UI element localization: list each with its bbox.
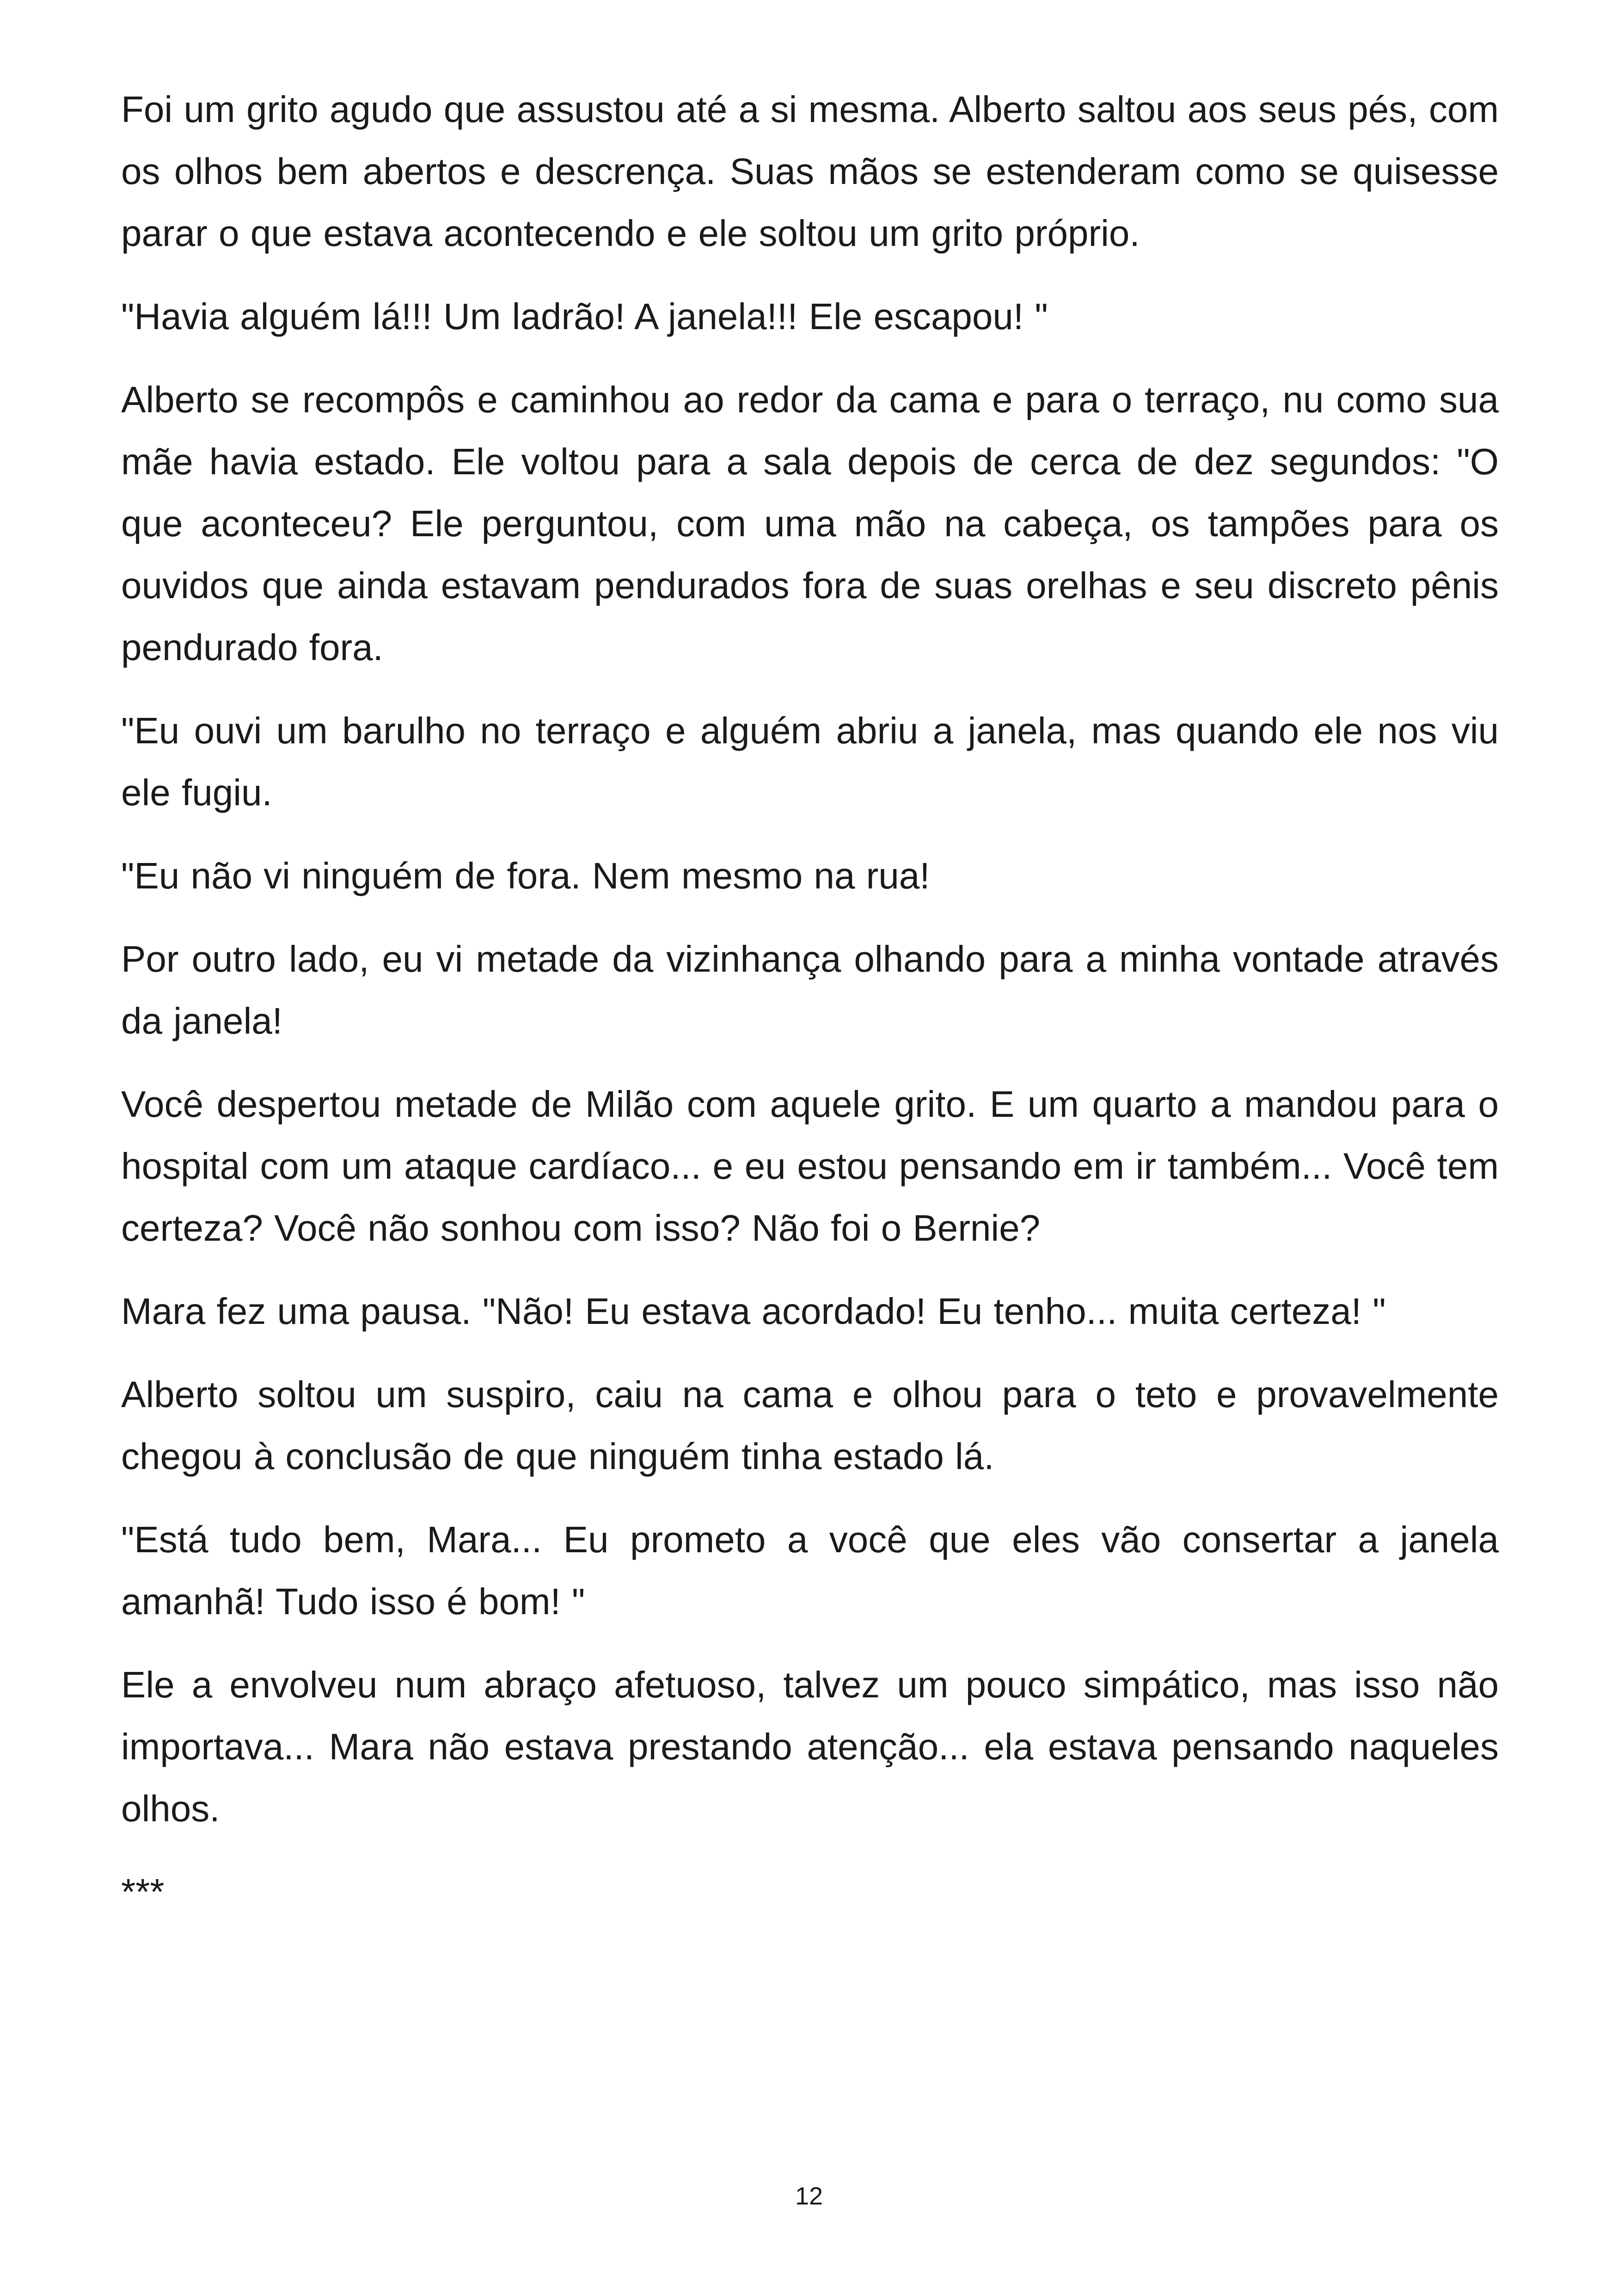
page-number: 12 (795, 2182, 823, 2210)
paragraph: Mara fez uma pausa. "Não! Eu estava acordado! Eu tenho... muita certeza! " (121, 1291, 1386, 1332)
body-text (121, 79, 1499, 1923)
paragraph: Você despertou metade de Milão com aquele grito. E um quarto a mandou para o hospital com um ataque cardíaco... e eu estou pensando em ir também... Você tem certeza? Você não sonhou com isso? Não foi o Bernie? (121, 1084, 1499, 1249)
paragraph: Por outro lado, eu vi metade da vizinhança olhando para a minha vontade através da janela! (121, 938, 1499, 1041)
paragraph: Alberto se recompôs e caminhou ao redor da cama e para o terraço, nu como sua mãe havia estado. Ele voltou para a sala depois de cerca de dez segundos: "O que aconteceu? Ele perguntou, com uma mão na cabeça, os tampões para os ouvidos que ainda estavam pendurados fora de suas orelhas e seu discreto pênis pendurado fora. (121, 379, 1499, 668)
paragraph: "Eu não vi ninguém de fora. Nem mesmo na rua! (121, 855, 930, 896)
paragraph: "Havia alguém lá!!! Um ladrão! A janela!!! Ele escapou! " (121, 296, 1048, 337)
paragraph: Foi um grito agudo que assustou até a si mesma. Alberto saltou aos seus pés, com os olhos bem abertos e descrença. Suas mãos se estenderam como se quisesse parar o que estava acontecendo e ele soltou um grito próprio. (121, 89, 1499, 254)
section-separator: *** (121, 1871, 165, 1912)
paragraph: Alberto soltou um suspiro, caiu na cama e olhou para o teto e provavelmente chegou à conclusão de que ninguém tinha estado lá. (121, 1374, 1499, 1477)
paragraph: "Eu ouvi um barulho no terraço e alguém abriu a janela, mas quando ele nos viu ele fugiu. (121, 710, 1499, 813)
paragraph: Ele a envolveu num abraço afetuoso, talvez um pouco simpático, mas isso não importava... Mara não estava prestando atenção... ela estava pensando naqueles olhos. (121, 1664, 1499, 1829)
paragraph: "Está tudo bem, Mara... Eu prometo a você que eles vão consertar a janela amanhã! Tudo isso é bom! " (121, 1519, 1499, 1622)
